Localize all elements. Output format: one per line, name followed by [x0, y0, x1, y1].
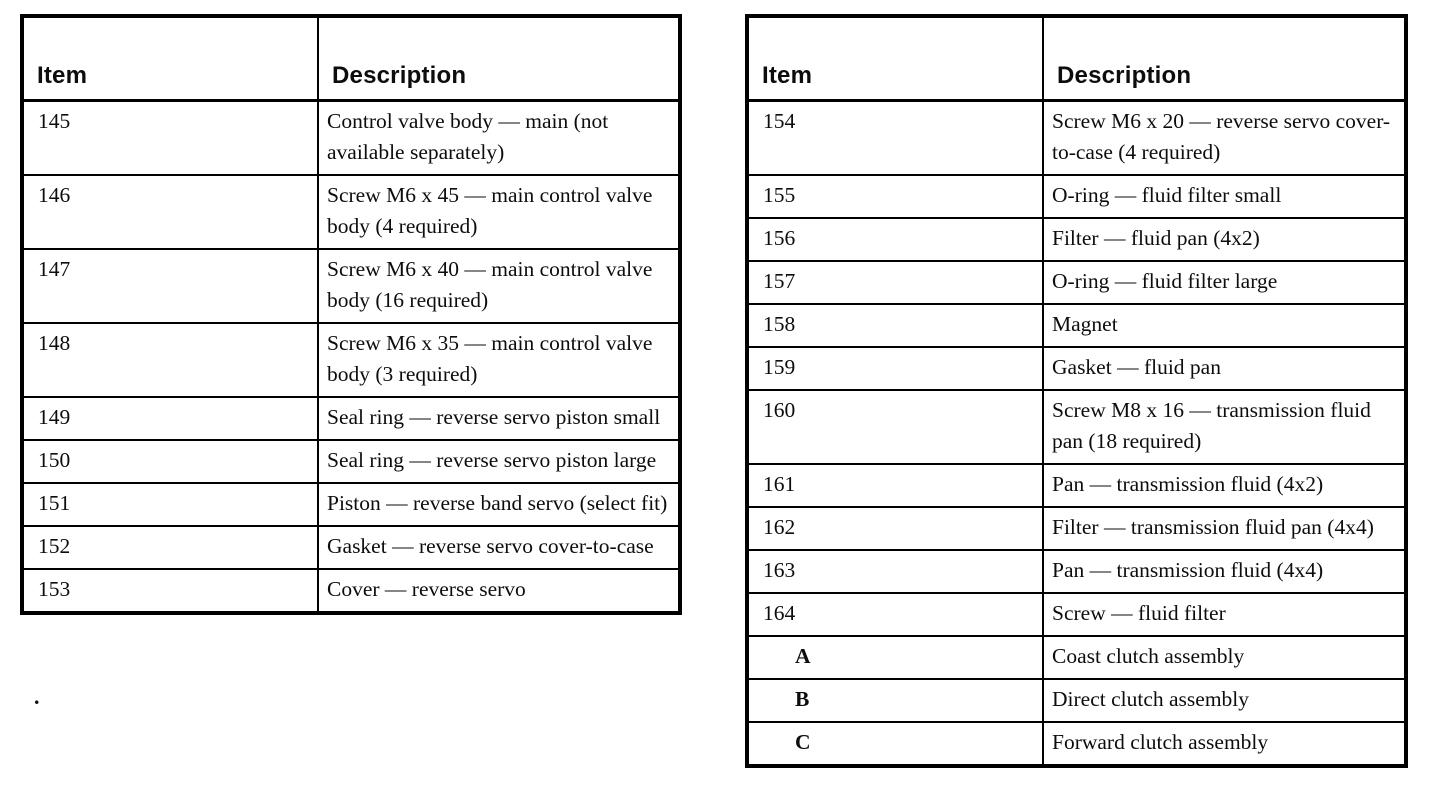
item-cell: 153 [22, 569, 318, 613]
table-row [747, 679, 1406, 722]
description-cell: Pan — transmission fluid (4x4) [1043, 550, 1406, 593]
table-row [747, 722, 1406, 766]
item-cell: 149 [22, 397, 318, 440]
description-cell: Screw — fluid filter [1043, 593, 1406, 636]
item-cell: 160 [747, 390, 1043, 464]
table-row [747, 175, 1406, 218]
item-cell: C [747, 722, 1043, 766]
description-cell: Screw M6 x 45 — main control valve body (4 required) [318, 175, 680, 249]
table-row [22, 249, 680, 323]
table-row [747, 593, 1406, 636]
table-row [22, 397, 680, 440]
description-cell: Seal ring — reverse servo piston small [318, 397, 680, 440]
table-row [747, 464, 1406, 507]
description-cell: Screw M6 x 35 — main control valve body (3 required) [318, 323, 680, 397]
item-column-header: Item [22, 16, 318, 101]
description-cell: Direct clutch assembly [1043, 679, 1406, 722]
item-cell: 150 [22, 440, 318, 483]
item-cell: 159 [747, 347, 1043, 390]
description-cell: O-ring — fluid filter large [1043, 261, 1406, 304]
description-cell: Forward clutch assembly [1043, 722, 1406, 766]
description-cell: Screw M8 x 16 — transmission fluid pan (18 required) [1043, 390, 1406, 464]
item-cell: 152 [22, 526, 318, 569]
description-cell: Screw M6 x 20 — reverse servo cover-to-case (4 required) [1043, 101, 1406, 176]
item-cell: 157 [747, 261, 1043, 304]
item-cell: 155 [747, 175, 1043, 218]
item-cell: 158 [747, 304, 1043, 347]
description-cell: Gasket — fluid pan [1043, 347, 1406, 390]
item-cell: 154 [747, 101, 1043, 176]
table-row [747, 347, 1406, 390]
table-row [22, 483, 680, 526]
item-cell: 163 [747, 550, 1043, 593]
item-cell: 156 [747, 218, 1043, 261]
item-cell: 145 [22, 101, 318, 176]
table-row [747, 101, 1406, 176]
item-cell: B [747, 679, 1043, 722]
item-cell: 147 [22, 249, 318, 323]
item-cell: 161 [747, 464, 1043, 507]
description-cell: Seal ring — reverse servo piston large [318, 440, 680, 483]
description-column-header: Description [318, 16, 680, 101]
header-row [747, 16, 1406, 101]
table-row [22, 101, 680, 176]
item-cell: 164 [747, 593, 1043, 636]
scan-artifact-dot: . [34, 684, 40, 709]
table-row [747, 636, 1406, 679]
table-row [747, 304, 1406, 347]
item-cell: 148 [22, 323, 318, 397]
table-row [22, 175, 680, 249]
table-row [747, 550, 1406, 593]
description-cell: Pan — transmission fluid (4x2) [1043, 464, 1406, 507]
description-cell: Gasket — reverse servo cover-to-case [318, 526, 680, 569]
description-cell: Filter — fluid pan (4x2) [1043, 218, 1406, 261]
description-cell: Filter — transmission fluid pan (4x4) [1043, 507, 1406, 550]
parts-table-right [745, 14, 1408, 768]
table-row [22, 440, 680, 483]
table-row [22, 526, 680, 569]
description-cell: Control valve body — main (not available separately) [318, 101, 680, 176]
table-row [747, 390, 1406, 464]
description-column-header: Description [1043, 16, 1406, 101]
table-row [22, 323, 680, 397]
description-cell: Cover — reverse servo [318, 569, 680, 613]
item-cell: 151 [22, 483, 318, 526]
description-cell: Magnet [1043, 304, 1406, 347]
description-cell: Piston — reverse band servo (select fit) [318, 483, 680, 526]
item-column-header: Item [747, 16, 1043, 101]
table-row [747, 218, 1406, 261]
parts-table-left [20, 14, 682, 615]
description-cell: Coast clutch assembly [1043, 636, 1406, 679]
description-cell: Screw M6 x 40 — main control valve body (16 required) [318, 249, 680, 323]
table-row [747, 261, 1406, 304]
item-cell: 146 [22, 175, 318, 249]
table-row [22, 569, 680, 613]
item-cell: 162 [747, 507, 1043, 550]
table-row [747, 507, 1406, 550]
description-cell: O-ring — fluid filter small [1043, 175, 1406, 218]
header-row [22, 16, 680, 101]
item-cell: A [747, 636, 1043, 679]
